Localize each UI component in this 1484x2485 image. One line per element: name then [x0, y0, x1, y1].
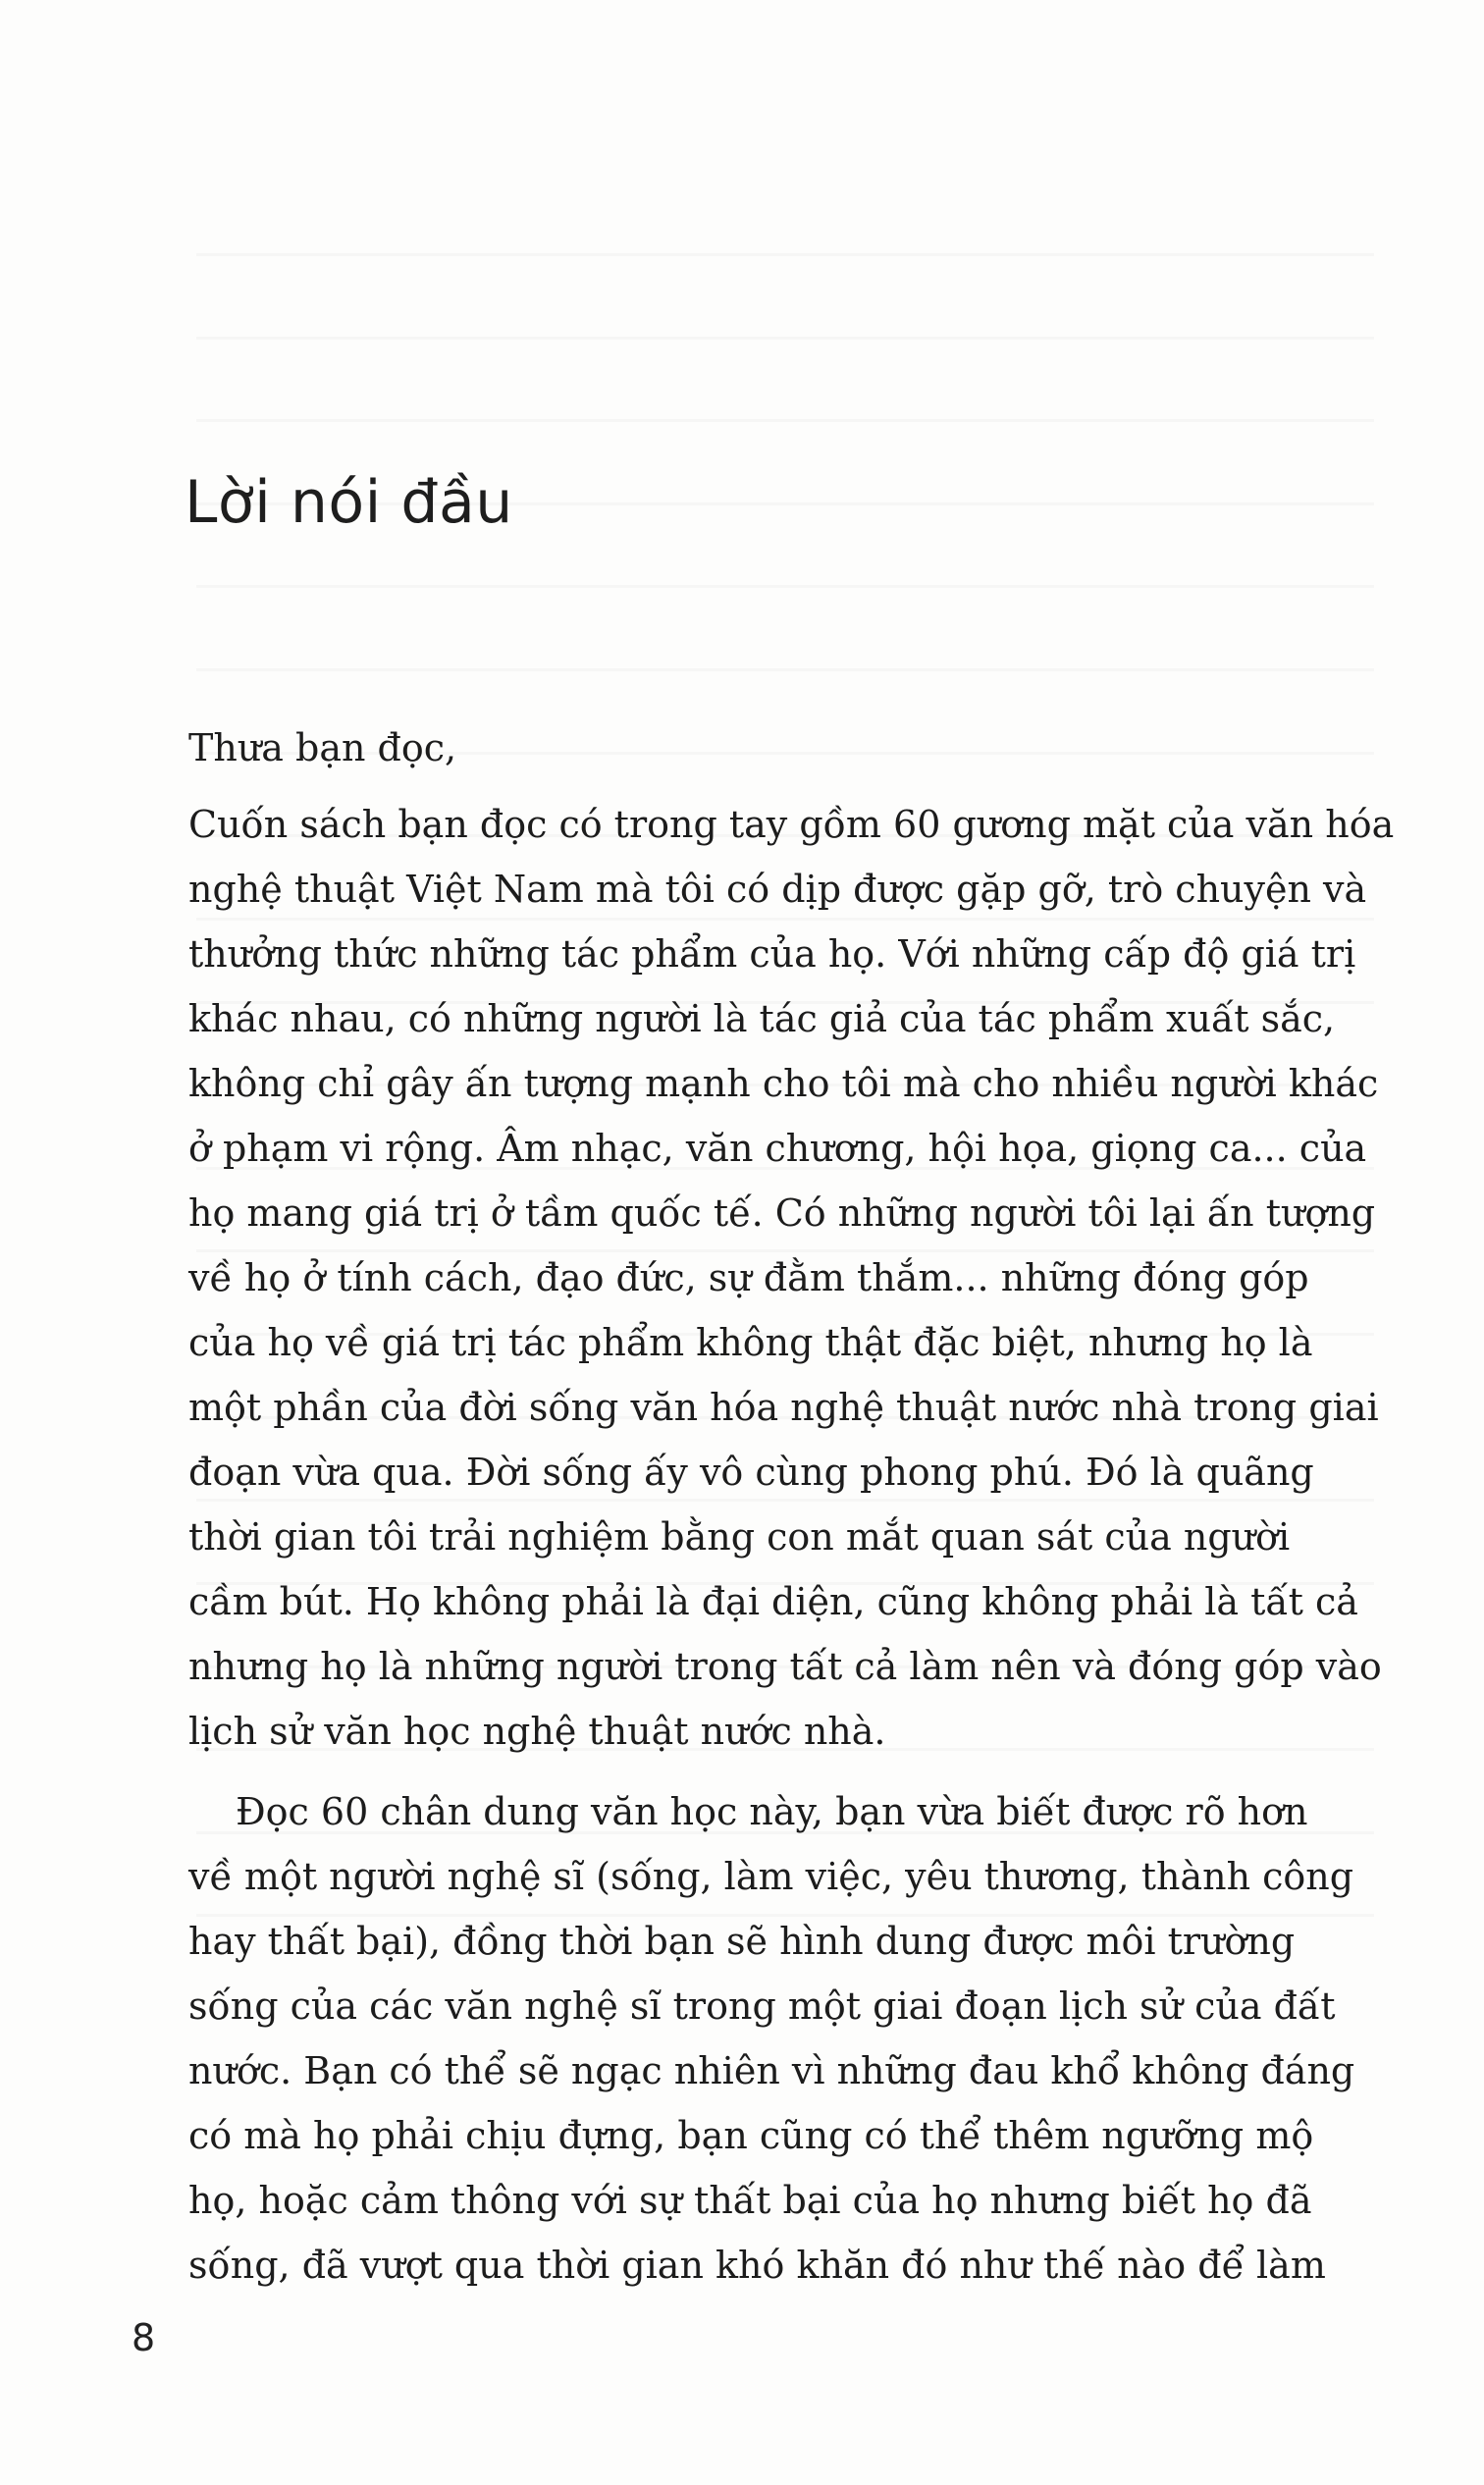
paragraph-1-line: lịch sử văn học nghệ thuật nước nhà.	[188, 1710, 886, 1753]
paragraph-1-line: Cuốn sách bạn đọc có trong tay gồm 60 gương mặt của văn hóa	[188, 803, 1395, 846]
paragraph-2	[188, 1779, 1355, 2298]
chapter-title: Lời nói đầu	[185, 468, 513, 537]
paragraph-1-line: thưởng thức những tác phẩm của họ. Với những cấp độ giá trị	[188, 932, 1356, 976]
paragraph-1-line: cầm bút. Họ không phải là đại diện, cũng không phải là tất cả	[188, 1580, 1358, 1623]
paragraph-2-line: Đọc 60 chân dung văn học này, bạn vừa biết được rõ hơn	[236, 1790, 1308, 1833]
paragraph-1-line: nghệ thuật Việt Nam mà tôi có dịp được gặp gỡ, trò chuyện và	[188, 868, 1367, 911]
paragraph-1-line: của họ về giá trị tác phẩm không thật đặc biệt, nhưng họ là	[188, 1321, 1313, 1364]
paragraph-1	[188, 792, 1395, 1764]
paragraph-2-line: sống, đã vượt qua thời gian khó khăn đó như thế nào để làm	[188, 2244, 1326, 2287]
paragraph-2-line: sống của các văn nghệ sĩ trong một giai đoạn lịch sử của đất	[188, 1984, 1336, 2028]
paragraph-1-line: một phần của đời sống văn hóa nghệ thuật nước nhà trong giai	[188, 1386, 1379, 1429]
spacer	[188, 780, 1317, 792]
paragraph-2-line: nước. Bạn có thể sẽ ngạc nhiên vì những đau khổ không đáng	[188, 2049, 1355, 2092]
paragraph-2-line: hay thất bại), đồng thời bạn sẽ hình dung được môi trường	[188, 1920, 1296, 1963]
paragraph-1-line: ở phạm vi rộng. Âm nhạc, văn chương, hội họa, giọng ca... của	[188, 1127, 1367, 1170]
paragraph-1-line: họ mang giá trị ở tầm quốc tế. Có những người tôi lại ấn tượng	[188, 1191, 1376, 1235]
greeting: Thưa bạn đọc,	[188, 726, 457, 769]
paragraph-2-line: có mà họ phải chịu đựng, bạn cũng có thể thêm ngưỡng mộ	[188, 2114, 1314, 2157]
paragraph-1-line: đoạn vừa qua. Đời sống ấy vô cùng phong phú. Đó là quãng	[188, 1451, 1314, 1494]
paragraph-2-line: về một người nghệ sĩ (sống, làm việc, yêu thương, thành công	[188, 1855, 1354, 1898]
page-number: 8	[132, 2316, 156, 2359]
spacer	[188, 1764, 1317, 1779]
paragraph-1-line: khác nhau, có những người là tác giả của tác phẩm xuất sắc,	[188, 997, 1336, 1040]
paragraph-2-line: họ, hoặc cảm thông với sự thất bại của họ nhưng biết họ đã	[188, 2179, 1312, 2222]
paragraph-1-line: thời gian tôi trải nghiệm bằng con mắt quan sát của người	[188, 1515, 1291, 1559]
paragraph-1-line: về họ ở tính cách, đạo đức, sự đằm thắm... những đóng góp	[188, 1256, 1309, 1299]
paragraph-1-line: nhưng họ là những người trong tất cả làm nên và đóng góp vào	[188, 1645, 1382, 1688]
body-text	[188, 715, 1395, 2298]
paragraph-1-line: không chỉ gây ấn tượng mạnh cho tôi mà cho nhiều người khác	[188, 1062, 1379, 1105]
